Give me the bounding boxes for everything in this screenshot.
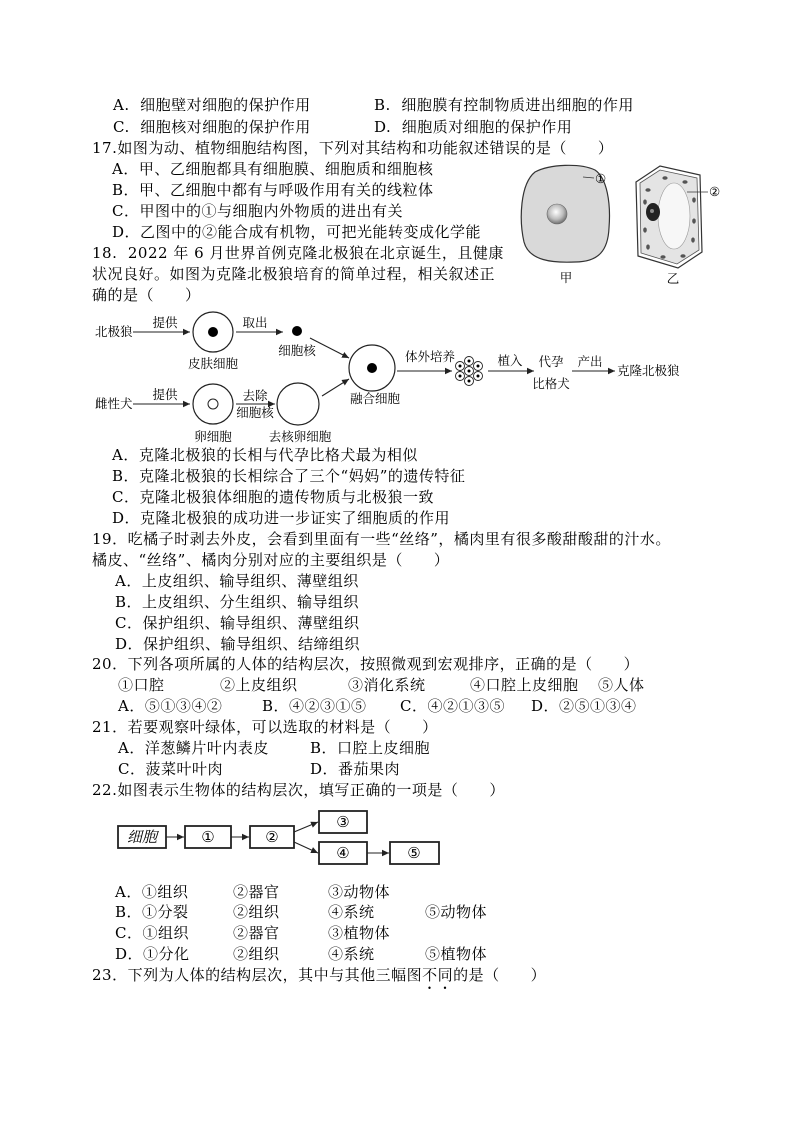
chloroplast [660,255,665,259]
fused-cell-nucleus [367,363,377,373]
remove-label: 去除 [242,388,268,403]
q22-option-c-part-2: ②器官 [233,924,280,942]
q22-option-d-part-2: ②组织 [233,945,280,963]
q21-option-d: D．番茄果肉 [310,760,401,778]
chloroplast [691,237,695,242]
q21-stem: 21．若要观察叶绿体，可以选取的材料是（ ） [92,718,438,736]
q19-option-d: D．保护组织、输导组织、结缔组织 [115,635,361,653]
culture-label: 体外培养 [404,349,456,364]
female-dog-label: 雌性犬 [95,396,133,411]
box-2-label: ② [265,828,279,846]
skin-cell-label: 皮肤细胞 [187,356,239,371]
q20-option-c: C．④②①③⑤ [400,697,505,715]
q22-option-a-part-3: ③动物体 [328,883,391,901]
plant-cell-nucleolus [650,209,654,213]
plant-cell-label: 乙 [666,271,680,286]
q22-stem: 22.如图表示生物体的结构层次，填写正确的一项是（ ） [92,781,505,799]
q21-option-b: B．口腔上皮细胞 [310,739,431,757]
q20-stem: 20．下列各项所属的人体的结构层次，按照微观到宏观排序，正确的是（ ） [92,655,640,673]
egg-to-fusion-arrow [322,379,349,396]
prev-option-d: D. 细胞质对细胞的保护作用 [374,118,573,136]
q22-option-c-part-3: ③植物体 [328,924,391,942]
q20-option-b: B．④②③①⑤ [262,697,367,715]
extracted-nucleus [292,326,302,336]
box-5-label: ⑤ [407,844,421,862]
q22-structure-diagram [110,805,450,873]
q22-option-b-part-3: ④系统 [328,903,375,921]
birth-label: 产出 [577,354,603,369]
arrow-2-to-4 [294,842,318,853]
q18-option-c: C．克隆北极狼体细胞的遗传物质与北极狼一致 [112,488,434,506]
chloroplast [682,180,687,184]
q21-option-c: C．菠菜叶叶肉 [118,760,223,778]
q17-option-d: D．乙图中的②能合成有机物，可把光能转变成化学能 [112,223,482,241]
chloroplast [692,197,696,202]
q18-stem-line-3: 确的是（ ） [92,286,201,304]
q22-option-c-part-1: C．①组织 [115,924,189,942]
prev-option-c: C. 细胞核对细胞的保护作用 [113,118,311,136]
box-1-label: ① [201,828,215,846]
q19-stem-line-1: 19．吃橘子时剥去外皮，会看到里面有一些“丝络”，橘肉里有很多酸甜酸甜的汁水。 [92,530,671,548]
extracted-nucleus-label: 细胞核 [278,343,316,358]
q18-stem-line-2: 状况良好。如图为克隆北极狼培育的简单过程，相关叙述正 [92,265,496,283]
q17-option-a: A．甲、乙细胞都具有细胞膜、细胞质和细胞核 [112,160,434,178]
animal-cell-label: 甲 [559,270,573,285]
provide-label-1: 提供 [152,315,178,330]
animal-cell-nucleus [547,204,567,224]
q17-option-c: C．甲图中的①与细胞内外物质的进出有关 [112,202,403,220]
q19-stem-line-2: 橘皮、“丝络”、橘肉分别对应的主要组织是（ ） [92,551,450,569]
nucleus-to-fusion-arrow [310,338,349,358]
chloroplast [643,199,647,204]
q22-option-b-part-1: B．①分裂 [115,903,189,921]
q23-stem-part-1: 23．下列为人体的结构层次，其中与其他三幅图 [92,966,423,984]
chloroplast [643,227,647,232]
skin-cell-nucleus [208,327,218,337]
egg-cell-label: 卵细胞 [194,429,232,444]
q18-option-d: D．克隆北极狼的成功进一步证实了细胞质的作用 [112,509,451,527]
q22-option-a-part-1: A．①组织 [115,883,189,901]
q22-option-d-part-1: D．①分化 [115,945,190,963]
egg-cell-nucleus [208,399,218,409]
surrogate-label-1: 代孕 [538,354,564,369]
implant-label: 植入 [497,353,523,368]
q20-item-2: ②上皮组织 [220,676,298,694]
chloroplast [692,218,696,223]
q19-option-b: B．上皮组织、分生组织、输导组织 [115,593,360,611]
donor-wolf-label: 北极狼 [95,324,133,339]
cell-box-label: 细胞 [126,828,158,846]
prev-option-a: A. 细胞壁对细胞的保护作用 [113,96,311,114]
q21-option-a: A．洋葱鳞片叶内表皮 [118,739,269,757]
q20-item-1: ①口腔 [118,676,165,694]
q20-option-d: D．②⑤①③④ [531,697,637,715]
marker-1-label: ① [595,171,607,186]
q22-option-b-part-2: ②组织 [233,903,280,921]
chloroplast [680,254,685,258]
q23-stem [92,965,546,985]
take-out-label: 取出 [242,315,268,330]
q19-option-c: C．保护组织、输导组织、薄壁组织 [115,614,360,632]
box-4-label: ④ [336,844,350,862]
q22-option-d-part-3: ④系统 [328,945,375,963]
q18-stem-line-1: 18. 2022 年 6 月世界首例克隆北极狼在北京诞生，且健康 [92,244,504,262]
chloroplast [662,176,667,180]
q20-item-3: ③消化系统 [348,676,426,694]
surrogate-label-2: 比格犬 [532,376,570,391]
q17-option-b: B．甲、乙细胞中都有与呼吸作用有关的线粒体 [112,181,434,199]
chloroplast [646,244,650,249]
q22-option-d-part-4: ⑤植物体 [425,945,488,963]
q23-stem-emphasis: 不同 [422,966,454,984]
q20-item-5: ⑤人体 [598,676,645,694]
q19-option-a: A．上皮组织、输导组织、薄壁组织 [115,572,359,590]
q17-stem: 17.如图为动、植物细胞结构图，下列对其结构和功能叙述错误的是（ ） [92,139,614,157]
q22-option-b-part-4: ⑤动物体 [425,903,488,921]
q23-stem-part-3: 的是（ ） [453,966,547,984]
q22-option-a-part-2: ②器官 [233,883,280,901]
provide-label-2: 提供 [152,387,178,402]
q18-option-a: A．克隆北极狼的长相与代孕比格犬最为相似 [112,446,418,464]
remove-nucleus-label: 细胞核 [236,405,274,420]
arrow-2-to-3 [294,822,318,832]
chloroplast [645,188,650,192]
plant-cell-vacuole [658,183,690,249]
q20-option-a: A．⑤①③④② [118,697,223,715]
q18-cloning-diagram [90,305,710,450]
box-3-label: ③ [336,813,350,831]
clone-wolf-label: 克隆北极狼 [617,363,680,378]
fused-cell-label: 融合细胞 [349,391,401,406]
q18-option-b: B．克隆北极狼的长相综合了三个“妈妈”的遗传特征 [112,467,466,485]
q20-item-4: ④口腔上皮细胞 [470,676,579,694]
marker-2-label: ② [709,184,721,199]
q17-cell-figure [515,158,730,290]
enucleated-egg-cell [277,383,319,425]
prev-option-b: B. 细胞膜有控制物质进出细胞的作用 [374,96,634,114]
enucleated-egg-label: 去核卵细胞 [268,429,332,444]
